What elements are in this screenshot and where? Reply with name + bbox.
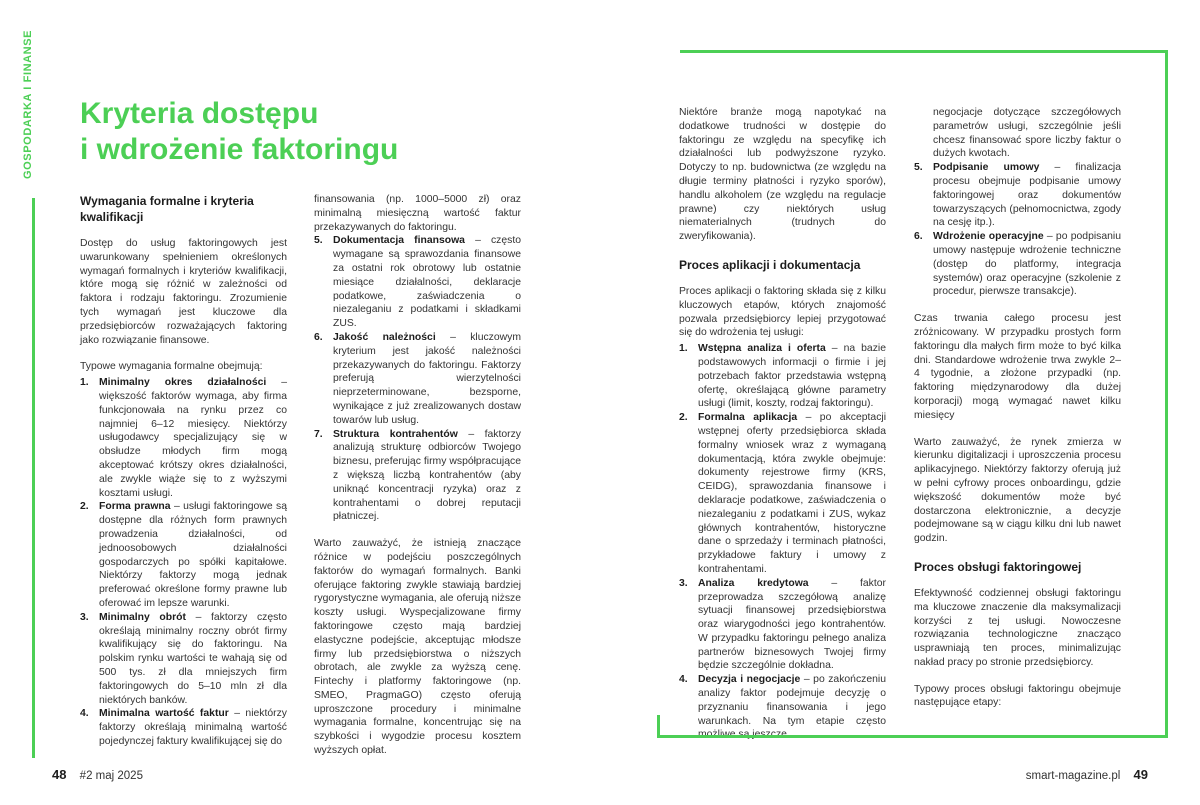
list-item bbox=[80, 500, 287, 610]
application-steps-list bbox=[679, 342, 886, 742]
paragraph: Efektywność codziennej obsługi faktoringu ma kluczowe znaczenie dla maksymalizacji korzyści z tej usługi. Nowoczesne rozwiązania technologiczne znacząco usprawniają ten proces, minimalizując nakład pracy po stronie przedsiębiorcy. bbox=[914, 587, 1121, 668]
list-text: – na bazie podstawowych informacji o firmie i jej potrzebach faktor przedstawia wstępną ofertę, określającą główne parametry usługi (limit, koszty, rodzaj faktoringu). bbox=[698, 343, 886, 410]
paragraph: Dostęp do usług faktoringowych jest uwarunkowany spełnieniem określonych wymagań formalnych i kryteriów kwalifikacji, które mogą się różnić w zależności od faktora i rodzaju faktoringu. Zrozumienie tych wymagań jest kluczowe dla przedsiębiorców rozważających faktoring jako rozwiązanie finansowe. bbox=[80, 238, 287, 346]
list-item bbox=[80, 376, 287, 500]
list-term: Decyzja i negocjacje bbox=[698, 674, 801, 686]
footer-right bbox=[1026, 767, 1148, 782]
list-item bbox=[679, 673, 886, 742]
list-number: 3. bbox=[679, 577, 688, 589]
list-number: 2. bbox=[80, 501, 89, 513]
list-text: – kluczowym kryterium jest jakość należności przekazywanych do faktoringu. Faktorzy preferują wierzytelności nieprzeterminowane, bezsporne, wynikające z już zrealizowanych dostaw towarów lub usług. bbox=[333, 331, 521, 426]
list-number: 5. bbox=[914, 162, 923, 174]
list-number: 3. bbox=[80, 611, 89, 623]
requirements-list-continued bbox=[314, 234, 521, 524]
frame-line-left bbox=[657, 715, 660, 738]
frame-line-top bbox=[680, 50, 1168, 53]
paragraph-continued: negocjacje dotyczące szczegółowych parametrów usługi, szczególnie jeśli chcesz finansować spore liczby faktur o dużych kwotach. bbox=[933, 107, 1121, 160]
list-text: – niektórzy faktorzy określają minimalną wartość pojedynczej faktury kwalifikującej się do bbox=[99, 708, 287, 747]
list-intro: Typowe wymagania formalne obejmują: bbox=[80, 361, 263, 373]
section-heading: Wymagania formalne i kryteria kwalifikacji bbox=[80, 194, 254, 224]
list-term: Formalna aplikacja bbox=[698, 412, 798, 424]
list-term: Minimalna wartość faktur bbox=[99, 708, 229, 720]
column-3 bbox=[679, 106, 886, 742]
section-label: GOSPODARKA I FINANSE bbox=[22, 30, 34, 180]
site-link[interactable]: smart-magazine.pl bbox=[1025, 770, 1121, 782]
list-term: Jakość należności bbox=[333, 331, 436, 343]
list-item bbox=[314, 234, 521, 331]
article-title-line1: Kryteria dostępu bbox=[80, 97, 319, 130]
paragraph: Niektóre branże mogą napotykać na dodatkowe trudności w dostępie do faktoringu ze względu na specyfikę ich działalności lub podwyższone ryzyko. Dotyczy to np. budownictwa (ze względu na długie terminy płatności i ryzyko sporów), handlu alkoholem (ze względu na regulacje prawne) czy niektórych usług niematerialnych (trudnych do zweryfikowania). bbox=[679, 107, 886, 243]
column-4 bbox=[914, 106, 1121, 723]
list-term: Podpisanie umowy bbox=[933, 162, 1040, 174]
list-text: – po podpisaniu umowy następuje wdrożenie techniczne (dostęp do platformy, integracja systemów) oraz operacyjne (szkolenie z procedur, pierwsze transakcje). bbox=[933, 231, 1121, 298]
list-text: – faktorzy analizują strukturę odbiorców Twojego biznesu, preferując firmy współpracujące z większą liczbą kontrahentów (aby uniknąć koncentracji ryzyka) oraz z kontrahentami o dobrej reputacji płatniczej. bbox=[333, 428, 521, 523]
list-text: – po akceptacji wstępnej oferty przedsiębiorca składa formalny wniosek wraz z wymaganą dokumentacją, która zwykle obejmuje: dokumenty rejestrowe firmy (KRS, CEIDG), sprawozdania finansowe i deklaracje podatkowe, zaświadczenia o niezaleganiu z podatkami i ZUS, wykaz głównych kontrahentów, historyczne dane o sprzedaży i terminach płatności, przykładowe faktury i umowy z kontrahentami. bbox=[698, 412, 887, 575]
list-number: 1. bbox=[80, 377, 89, 389]
section-divider bbox=[32, 198, 35, 758]
list-number: 6. bbox=[314, 331, 323, 343]
list-number: 5. bbox=[314, 235, 323, 247]
list-number: 4. bbox=[679, 674, 688, 686]
paragraph-continued: finansowania (np. 1000–5000 zł) oraz minimalną miesięczną wartość faktur przekazywanych do faktoringu. bbox=[314, 194, 521, 233]
paragraph: Warto zauważyć, że rynek zmierza w kierunku digitalizacji i uproszczenia procesu aplikacyjnego. Niektórzy faktorzy oferują już w pełni cyfrowy proces onboardingu, gdzie większość dokumentów może być dostarczona elektronicznie, a decyzje podejmowane są w ciągu kilku dni lub nawet godzin. bbox=[914, 436, 1121, 545]
article-title bbox=[80, 96, 500, 168]
list-item bbox=[80, 611, 287, 708]
list-term: Minimalny okres działalności bbox=[99, 377, 267, 389]
paragraph: Typowy proces obsługi faktoringu obejmuje następujące etapy: bbox=[914, 683, 1121, 709]
application-steps-list-continued bbox=[914, 161, 1121, 299]
list-item bbox=[80, 707, 287, 748]
list-item bbox=[679, 342, 886, 411]
list-item bbox=[314, 428, 521, 525]
list-item bbox=[314, 331, 521, 428]
frame-line-bottom bbox=[657, 735, 1168, 738]
list-number: 7. bbox=[314, 428, 323, 440]
list-term: Analiza kredytowa bbox=[698, 577, 809, 589]
list-item bbox=[914, 230, 1121, 299]
section-heading: Proces aplikacji i dokumentacja bbox=[679, 257, 861, 272]
frame-line-right bbox=[1165, 50, 1168, 738]
column-2 bbox=[314, 193, 521, 771]
list-text: – finalizacja procesu obejmuje podpisanie umowy faktoringowej oraz dokumentów towarzyszących (pełnomocnictwa, zgody na cesję itp.). bbox=[933, 162, 1121, 229]
list-number: 6. bbox=[914, 231, 923, 243]
list-item bbox=[679, 411, 886, 577]
list-text: – usługi faktoringowe są dostępne dla różnych form prawnych prowadzenia działalności, od jednoosobowych działalności gospodarczych po spółki kapitałowe. Niektórzy faktorzy mogą jednak preferować określone formy prawne lub oferować im lepsze warunki. bbox=[99, 501, 287, 609]
list-term: Minimalny obrót bbox=[99, 611, 186, 623]
list-term: Dokumentacja finansowa bbox=[333, 235, 465, 247]
list-number: 4. bbox=[80, 708, 89, 720]
list-text: – po zakończeniu analizy faktor podejmuje decyzję o przyznaniu finansowania i jego warunkach. Na tym etapie często bbox=[698, 674, 886, 727]
list-term: Forma prawna bbox=[99, 501, 171, 513]
list-number: 1. bbox=[679, 343, 688, 355]
paragraph: Warto zauważyć, że istnieją znaczące różnice w podejściu poszczególnych faktorów do wymagań formalnych. Banki oferujące faktoring zwykle stawiają bardziej rygorystyczne wymagania, ale oferują niższe koszty usługi. Wyspecjalizowane firmy faktoringowe często mają bardziej elastyczne podejście, akceptując młodsze firmy lub przedsiębiorstwa o niższych obrotach, ale zwykle za wyższą cenę. Fintechy i platformy faktoringowe (np. SMEO, PragmaGO) często oferują uproszczone procedury i minimalne wymagania formalne, koncentrując się na szybkości i wygodzie procesu kosztem wyższych opłat. bbox=[314, 538, 521, 757]
list-text: – większość faktorów wymaga, aby firma funkcjonowała na rynku przez co najmniej 6–12 miesięcy. Niektórzy usługodawcy specjalizujący się w obsłudze młodych firm mogą akceptować krótszy okres działalności, ale zwykle wiąże się to z wyższymi kosztami usługi. bbox=[99, 377, 287, 499]
page-number-right: 49 bbox=[1133, 767, 1148, 782]
paragraph: Czas trwania całego procesu jest zróżnicowany. W przypadku prostych form faktoringu dla małych firm może to być kilka dni. Standardowe wdrożenie trwa zwykle 2–4 tygodnie, a złożone przypadki (np. faktoring międzynarodowy dla dużej korporacji) mogą wymagać nawet kilku miesięcy bbox=[914, 313, 1121, 421]
list-item bbox=[679, 577, 886, 674]
issue-label: #2 maj 2025 bbox=[79, 770, 143, 782]
column-1 bbox=[80, 193, 287, 749]
list-number: 2. bbox=[679, 412, 688, 424]
list-text: – faktor przeprowadza szczegółową analizę sytuacji finansowej przedsiębiorstwa oraz wiarygodności jego kontrahentów. W przypadku faktoringu pełnego analiza partnerów biznesowych Twojej firmy będzie szczególnie dokładna. bbox=[698, 577, 886, 672]
list-term: Wdrożenie operacyjne bbox=[933, 231, 1044, 243]
list-text: – często wymagane są sprawozdania finansowe za ostatni rok obrotowy lub ostatnie miesiące działalności, deklaracje podatkowe, zaświadczenia o niezaleganiu z podatkami i składkami ZUS. bbox=[333, 235, 521, 330]
list-item bbox=[914, 161, 1121, 230]
list-term: Wstępna analiza i oferta bbox=[698, 343, 826, 355]
page-number-left: 48 bbox=[52, 767, 67, 782]
list-term: Struktura kontrahentów bbox=[333, 428, 458, 440]
footer-left bbox=[52, 767, 143, 782]
paragraph: Proces aplikacji o faktoring składa się z kilku kluczowych etapów, których znajomość pozwala przedsiębiorcy lepiej przygotować się do wdrożenia tej usługi: bbox=[679, 285, 886, 339]
list-text: – faktorzy często określają minimalny roczny obrót firmy kwalifikujący się do faktoringu. Na polskim rynku wartości te wahają się od 500 tys. zł dla mniejszych firm faktoringowych do 5–10 mln zł dla niektórych banków. bbox=[99, 611, 287, 706]
section-heading: Proces obsługi faktoringowej bbox=[914, 559, 1082, 574]
article-title-line2: i wdrożenie faktoringu bbox=[80, 133, 399, 166]
requirements-list bbox=[80, 376, 287, 749]
